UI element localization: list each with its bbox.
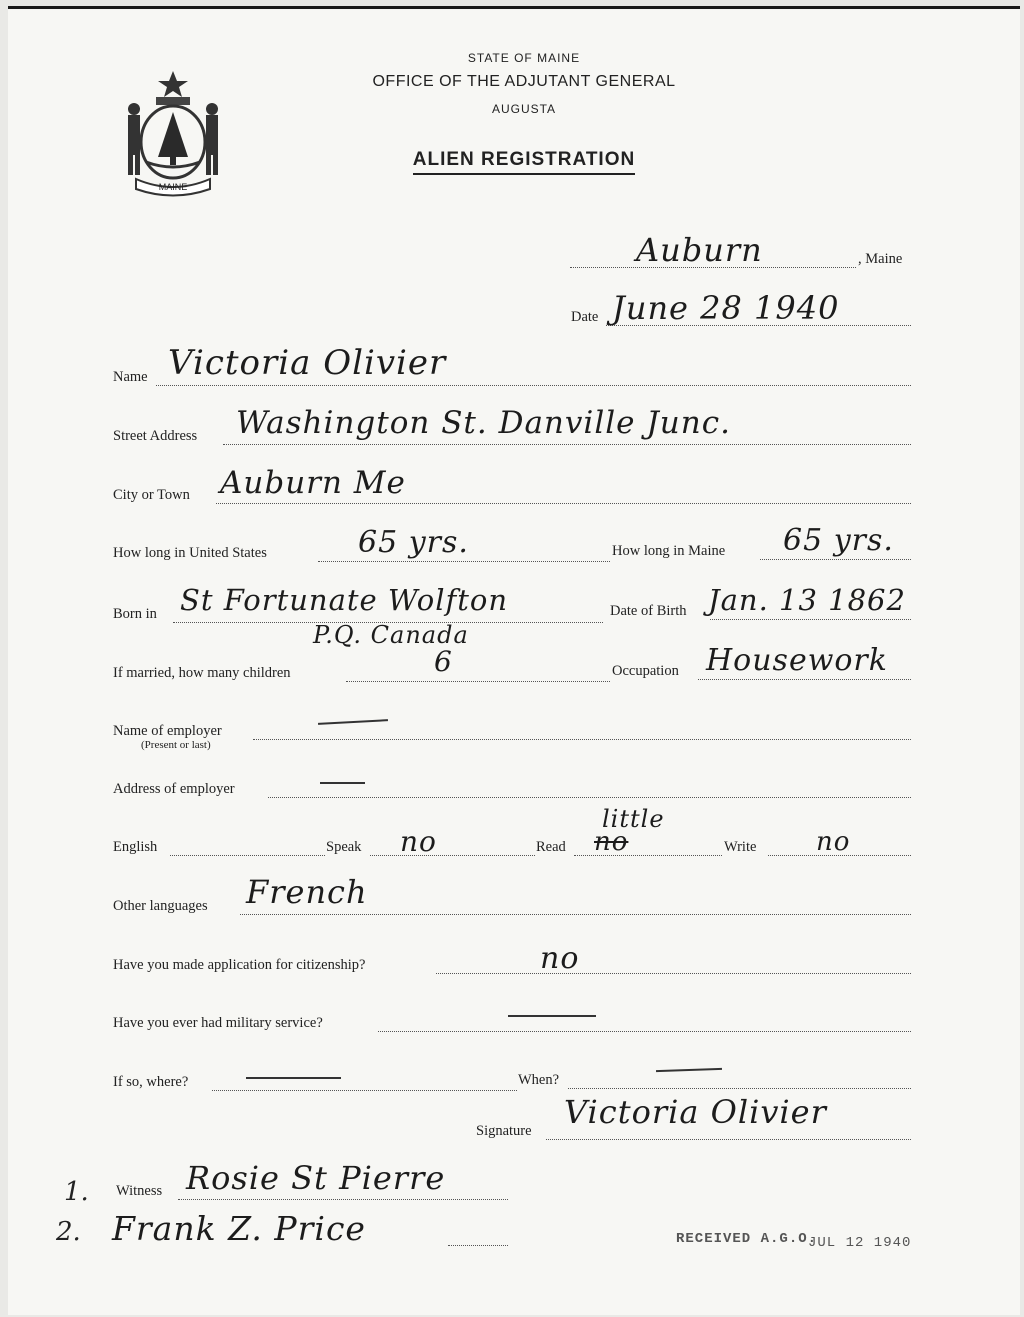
signature-value: Victoria Olivier [564,1093,827,1131]
employer-dash [318,719,388,725]
dob-label: Date of Birth [610,603,687,619]
name-label: Name [113,369,148,385]
signature-label: Signature [476,1123,532,1139]
form-title-text: ALIEN REGISTRATION [413,149,635,175]
street-label: Street Address [113,428,198,444]
maine-line [760,559,911,560]
read-label: Read [536,839,566,855]
employer-sub: (Present or last) [141,739,211,751]
maine-value: 65 yrs. [783,523,894,558]
military-line [378,1031,911,1032]
street-line [223,444,911,445]
name-line [156,385,911,386]
english-label: English [113,839,158,855]
dob-line [710,619,911,620]
born-label: Born in [113,606,157,622]
where-dash [246,1077,341,1079]
where-line [212,1090,517,1091]
date-label: Date [571,309,599,325]
received-stamp: RECEIVED A.G.O. [676,1231,818,1247]
header-city: AUGUSTA [491,102,557,116]
city-line [216,503,911,504]
witness-1-value: Rosie St Pierre [186,1159,446,1197]
witness-label: Witness [116,1183,163,1199]
city-label: City or Town [113,487,190,503]
employer-line [253,739,911,740]
employer-label: Name of employer [113,723,222,739]
employer-address-dash [320,782,365,784]
employer-address-line [268,797,911,798]
other-languages-line [240,914,911,915]
us-line [318,561,610,562]
citizenship-value: no [540,941,580,976]
received-stamp-date: JUL 12 1940 [808,1235,912,1251]
street-value: Washington St. Danville Junc. [236,405,731,441]
us-value: 65 yrs. [358,525,469,560]
children-label: If married, how many children [113,665,291,681]
speak-value: no [400,825,437,858]
witness-number-1: 1. [64,1177,89,1207]
date-value: June 28 1940 [612,289,840,327]
speak-label: Speak [326,839,362,855]
speak-line [370,855,535,856]
us-label: How long in United States [113,545,267,561]
witness-2-line [448,1245,508,1246]
where-label: If so, where? [113,1074,189,1090]
children-value: 6 [434,645,453,678]
children-line [346,681,610,682]
signature-line [546,1139,911,1140]
when-line [568,1088,911,1089]
write-label: Write [724,839,757,855]
military-label: Have you ever had military service? [113,1015,323,1031]
witness-2-value: Frank Z. Price [112,1209,366,1248]
read-value: no [594,827,629,857]
english-line [170,855,325,856]
military-dash [508,1015,596,1017]
seal-text: MAINE [158,182,188,192]
occupation-line [698,679,911,680]
form-title [18,149,1024,171]
maine-suffix: , Maine [858,251,903,267]
name-value: Victoria Olivier [168,343,447,383]
occupation-value: Housework [706,643,888,678]
header-office: OFFICE OF THE ADJUTANT GENERAL [372,73,676,90]
city-value: Auburn Me [220,465,406,501]
write-value: no [816,827,851,857]
witness-number-2: 2. [56,1217,81,1247]
dob-value: Jan. 13 1862 [708,583,906,617]
other-languages-label: Other languages [113,898,208,914]
header-state: STATE OF MAINE [467,51,581,65]
when-label: When? [518,1072,560,1088]
witness-line [178,1199,508,1200]
employer-address-label: Address of employer [113,781,235,797]
town-value: Auburn [636,231,763,269]
maine-label: How long in Maine [612,543,726,559]
citizenship-label: Have you made application for citizenship? [113,957,366,973]
citizenship-line [436,973,911,974]
registration-form-page [8,6,1020,1315]
occupation-label: Occupation [612,663,679,679]
born-value-2: P.Q. Canada [313,621,469,649]
other-languages-value: French [246,873,368,911]
read-correction: little [602,805,665,833]
born-value: St Fortunate Wolfton [180,583,509,617]
when-dash [656,1068,722,1072]
